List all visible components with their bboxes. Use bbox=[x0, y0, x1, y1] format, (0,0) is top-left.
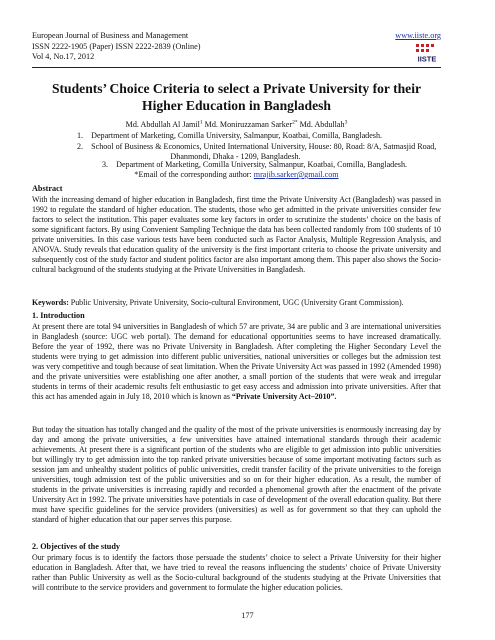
objectives-paragraph: Our primary focus is to identify the factors those persuade the students’ choice to select a Private University for their higher education in Bangladesh. After that, we have tried to reveal the reasons influencing the students’ choice of Private University rather than Public University as well as the Socio-cultural background of the students studying at the Private Universities that will contribute to the service providers and government to formulate the higher education policies. bbox=[32, 553, 441, 593]
affiliation-3 bbox=[102, 160, 407, 171]
journal-name: European Journal of Business and Management bbox=[32, 31, 189, 40]
page-number: 177 bbox=[241, 611, 254, 620]
act-name: “Private University Act–2010”. bbox=[231, 392, 337, 402]
journal-header bbox=[32, 31, 201, 63]
title-line-2: Higher Education in Bangladesh bbox=[142, 98, 331, 113]
keywords-text: Public University, Private University, Socio-cultural Environment, UGC (University Grant Commission). bbox=[68, 298, 404, 307]
introduction-paragraph-1 bbox=[32, 322, 441, 402]
affiliation-text: Department of Marketing, Comilla University, Salmanpur, Koatbai, Comilla, Bangladesh. bbox=[116, 160, 408, 169]
paper-title bbox=[32, 80, 441, 114]
author-1: Md. Abdullah Al Jamil bbox=[125, 120, 200, 129]
affiliation-text: Department of Marketing, Comilla University, Salmanpur, Koatbai, Comilla, Bangladesh. bbox=[91, 131, 383, 140]
title-line-1: Students’ Choice Criteria to select a Private University for their bbox=[51, 81, 422, 96]
journal-volume: Vol 4, No.17, 2012 bbox=[32, 52, 95, 61]
journal-issn: ISSN 2222-1905 (Paper) ISSN 2222-2839 (Online) bbox=[32, 41, 201, 51]
abstract-text: With the increasing demand of higher education in Bangladesh, first time the Private University Act (Bangladesh) was passed in 1992 to regulate the standard of higher education. The students, those who get admitted in the private universities consider few factors to select the institution. This paper evaluates some key factors in order to scrutinize the students’ choice on the basis of some significant factors. By using Convenient Sampling Technique the data has been collected randomly from 100 students of 10 private universities. In this case various tests have been conducted such as Factor Analysis, Multiple Regression Analysis, and ANOVA. Study reveals that education quality of the university is the first important criteria to choose the private university and subsequently cost of the study factor and student politics factor are also important among them. This paper also shows the Socio-cultural background of the students studying at the Private Universities in Bangladesh. bbox=[32, 195, 441, 275]
introduction-heading: 1. Introduction bbox=[32, 311, 85, 320]
keywords-label: Keywords: bbox=[32, 298, 69, 307]
affiliation-number: 3. bbox=[102, 160, 109, 169]
affiliation-text: School of Business & Economics, United International University, House: 80, Road: 8/A, Satmasjid Road, bbox=[91, 142, 437, 151]
abstract-heading: Abstract bbox=[32, 184, 63, 193]
introduction-paragraph-2: But today the situation has totally changed and the quality of the most of the private universities is enormously increasing day by day and among the private universities, a few universities have attained international standards through their academic achievements. At present there is a significant portion of the students who are eligible to get admission into public universities but willingly try to get admission into the top ranked private universities because of some important motivating factors such as session jam and unhealthy student politics of public universities, credit transfer facility of the private universities to the foreign universities, tough admission test of the public universities and so on for their higher education. As a result, the number of students in the private universities is increasing rapidly and recorded a phenomenal growth after the enactment of the private University Act in 1992. The private universities have potentials in case of development of the overall education quality. But there must have specific guidelines for the service providers (universities) as well as for government so that they can uphold the standard of higher education that our paper serves this purpose. bbox=[32, 425, 441, 525]
iiste-logo bbox=[415, 43, 439, 63]
author-list bbox=[32, 120, 441, 129]
logo-text: IISTE bbox=[417, 54, 437, 63]
objectives-heading: 2. Objectives of the study bbox=[32, 542, 121, 551]
author-3-mark: 3 bbox=[344, 119, 348, 126]
email-prefix: *Email of the corresponding author: bbox=[134, 170, 254, 179]
author-1-mark: 1 bbox=[199, 119, 203, 126]
header-divider bbox=[32, 67, 441, 68]
affiliation-number: 2. bbox=[77, 142, 84, 151]
affiliation-number: 1. bbox=[77, 131, 84, 140]
author-3: Md. Abdullah bbox=[297, 120, 345, 129]
introduction-text: At present there are total 94 universities in Bangladesh of which 57 are private, 34 are public and 3 are international universities in Bangladesh (source: UGC web portal). The demand for educational opportunities seems to have increased dramatically. Before the year of 1992, there was no Private University in Bangladesh. After completing the Higher Secondary Level the students were trying to get admission into different public universities, national universities or colleges but the admission test was very competitive and tough because of seat limitation. When the Private University Act was passed in 1992 (Amended 1998) and the private universities were establishing one after another, a small portion of the students that were weak and irregular students in terms of their academic results felt enthusiastic to get easy access and admission into private universities. After that this act has amended again in July 18, 2010 which is known as bbox=[32, 322, 441, 402]
author-2-mark: 2* bbox=[292, 119, 298, 126]
affiliation-text-continued: Dhanmondi, Dhaka - 1209, Bangladesh. bbox=[170, 152, 301, 161]
affiliation-1 bbox=[77, 131, 382, 142]
author-2: Md. Moniruzzaman Sarker bbox=[202, 120, 293, 129]
corresponding-email bbox=[32, 170, 441, 179]
affiliation-2 bbox=[77, 142, 436, 153]
email-link[interactable]: mrajib.sarker@gmail.com bbox=[253, 170, 339, 179]
keywords bbox=[32, 298, 441, 308]
website-link[interactable]: www.iiste.org bbox=[395, 31, 441, 40]
